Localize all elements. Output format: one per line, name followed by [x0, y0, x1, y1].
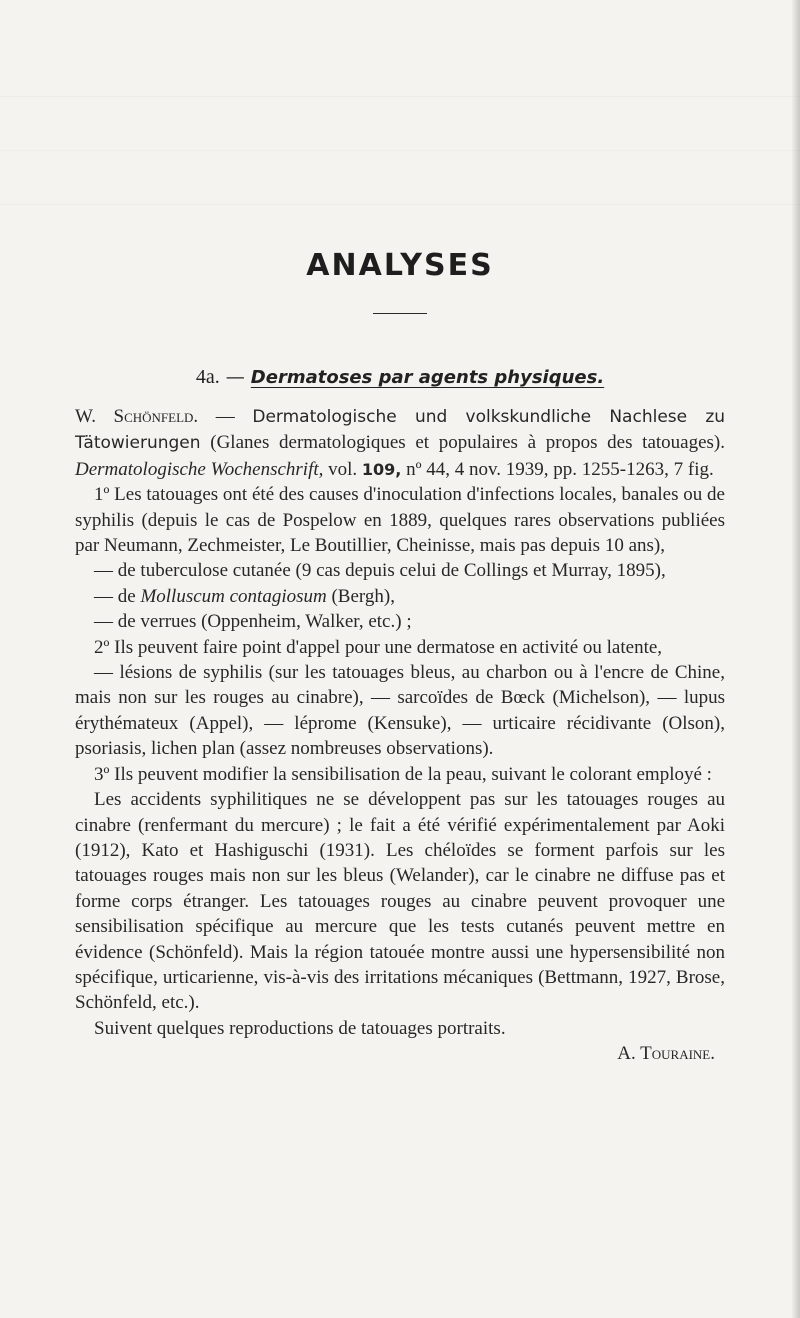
molluscum-suffix: (Bergh),: [326, 585, 395, 607]
section-heading: [0, 366, 800, 389]
reference-dash: —: [215, 406, 235, 427]
paragraph: Les accidents syphilitiques ne se développent pas sur les tatouages rouges au cinabre (renfermant du mercure) ; le fait a été vérifié expérimentalement par Aoki (1912), Kato et Hashiguschi (1931). Les chéloïdes se forment parfois sur les tatouages rouges mais non sur les bleus (Welander), car le cinabre ne diffuse pas et forme corps étranger. Les tatouages rouges au cinabre peuvent provoquer une sensibilisation spécifique au mercure que les tests cutanés peuvent mettre en évidence (Schönfeld). Mais la région tatouée montre aussi une hypersensibilité non spécifique, urticarienne, vis-à-vis des irritations mécaniques (Bettmann, 1927, Brose, Schönfeld, etc.).: [75, 789, 725, 1014]
paragraph: 3º Ils peuvent modifier la sensibilisation de la peau, suivant le colorant employé :: [94, 763, 712, 785]
paragraph: — de verrues (Oppenheim, Walker, etc.) ;: [94, 611, 412, 633]
reference: [75, 404, 725, 482]
paragraph: 1º Les tatouages ont été des causes d'inoculation d'infections locales, banales ou de syphilis (depuis le cas de Pospelow en 1889, quelques rares observations publiées par Neumann, Zechmeister, Le Boutillier, Cheinisse, mais pas depuis 10 ans),: [75, 484, 725, 557]
paragraph: — lésions de syphilis (sur les tatouages bleus, au charbon ou à l'encre de Chine, mais non sur les rouges au cinabre), — sarcoïdes de Bœck (Michelson), — lupus érythémateux (Appel), — léprome (Kensuke), — urticaire récidivante (Olson), psoriasis, lichen plan (assez nombreuses observations).: [75, 662, 725, 760]
section-dash: —: [225, 366, 245, 388]
paragraph: 2º Ils peuvent faire point d'appel pour une dermatose en activité ou latente,: [94, 636, 663, 658]
reference-title-de: Dermatologische und volkskundliche Nachlese zu Tätowierungen: [75, 407, 726, 454]
reference-journal: Dermatologische Wochenschrift,: [75, 458, 324, 480]
signature: [75, 1041, 725, 1066]
paragraph: — de tuberculose cutanée (9 cas depuis celui de Collings et Murray, 1895),: [94, 560, 666, 582]
bleed-through-line: [0, 150, 800, 151]
page-title: ANALYSES: [306, 248, 494, 283]
bleed-through-line: [0, 96, 800, 97]
bleed-through-line: [0, 204, 800, 205]
molluscum-prefix: — de: [94, 585, 141, 607]
reference-author: W. Schönfeld.: [75, 406, 199, 427]
paragraph: Suivent quelques reproductions de tatouages portraits.: [94, 1017, 506, 1039]
signature-text: A. Touraine.: [617, 1043, 715, 1065]
title-rule: [373, 313, 427, 314]
reference-volume: 109,: [361, 459, 402, 479]
reference-vol-label: vol.: [328, 458, 358, 480]
paragraph-molluscum: [75, 584, 725, 609]
article-body: [75, 404, 725, 1067]
reference-issue: nº 44, 4 nov. 1939, pp. 1255-1263, 7 fig.: [406, 458, 714, 480]
section-number: 4a.: [195, 366, 220, 388]
molluscum-name: Molluscum contagiosum: [140, 585, 327, 607]
section-title: Dermatoses par agents physiques.: [250, 367, 605, 388]
reference-title-fr: (Glanes dermatologiques et populaires à propos des tatouages).: [210, 432, 726, 454]
page-edge: [792, 0, 800, 1318]
